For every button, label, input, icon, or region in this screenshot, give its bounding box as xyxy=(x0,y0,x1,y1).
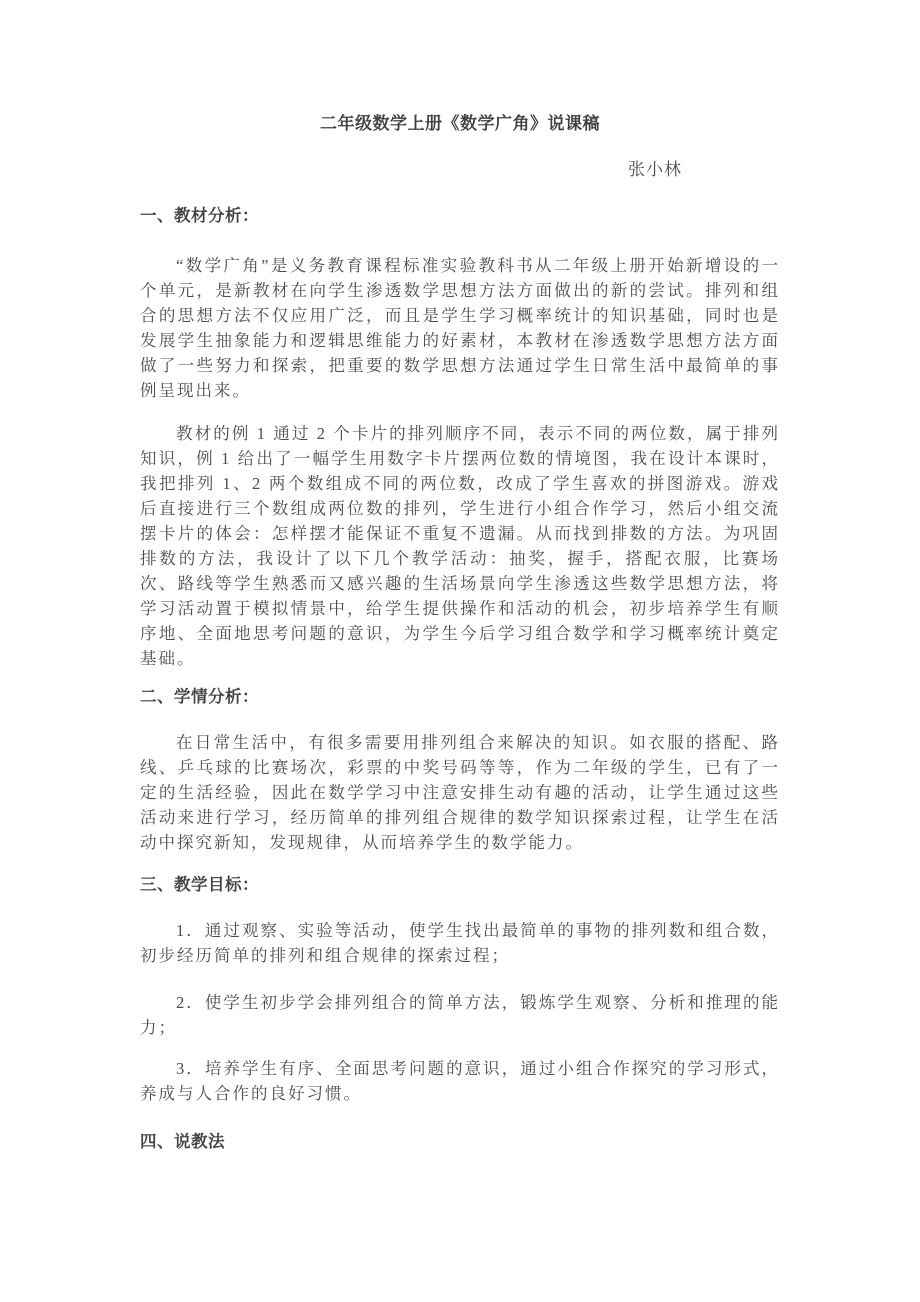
paragraph: 在日常生活中，有很多需要用排列组合来解决的知识。如衣服的搭配、路线、乒乓球的比赛场次，彩票的中奖号码等等，作为二年级的学生，已有了一定的生活经验，因此在数学学习中注意安排生动有趣的活动，让学生通过这些活动来进行学习，经历简单的排列组合规律的数学知识探索过程，让学生在活动中探究新知，发现规律，从而培养学生的数学能力。 xyxy=(140,733,780,852)
page-title: 二年级数学上册《数学广角》说课稿 xyxy=(320,114,600,133)
goal-item-3: 3．培养学生有序、全面思考问题的意识，通过小组合作探究的学习形式，养成与人合作的良好习惯。 xyxy=(140,1059,780,1103)
section-heading-teaching-goals: 三、教学目标： xyxy=(140,875,259,894)
paragraph: “数学广角”是义务教育课程标准实验教科书从二年级上册开始新增设的一个单元，是新教材在向学生渗透数学思想方法方面做出的新的尝试。排列和组合的思想方法不仅应用广泛，而且是学生学习概率统计的知识基础，同时也是发展学生抽象能力和逻辑思维能力的好素材，本教材在渗透数学思想方法方面做了一些努力和探索，把重要的数学思想方法通过学生日常生活中最简单的事例呈现出来。 xyxy=(140,256,780,400)
section-heading-material-analysis: 一、教材分析： xyxy=(140,206,259,225)
paragraph: 教材的例 1 通过 2 个卡片的排列顺序不同，表示不同的两位数，属于排列知识，例 1 给出了一幅学生用数字卡片摆两位数的情境图，我在设计本课时，我把排列 1、2 两个数组成不同的两位数，改成了学生喜欢的拼图游戏。游戏后直接进行三个数组成两位数的排列，学生进行小组合作学习，然后小组交流摆卡片的体会：怎样摆才能保证不重复不遗漏。从而找到排数的方法。为巩固排数的方法，我设计了以下几个教学活动：抽奖，握手，搭配衣服，比赛场次、路线等学生熟悉而又感兴趣的生活场景向学生渗透这些数学思想方法，将学习活动置于模拟情景中，给学生提供操作和活动的机会，初步培养学生有顺序地、全面地思考问题的意识，为学生今后学习组合数学和学习概率统计奠定基础。 xyxy=(140,424,780,668)
section-heading-learner-analysis: 二、学情分析： xyxy=(140,687,259,706)
goal-item-1: 1．通过观察、实验等活动，使学生找出最简单的事物的排列数和组合数，初步经历简单的排列和组合规律的探索过程； xyxy=(140,921,780,965)
author-name: 张小林 xyxy=(628,160,682,179)
goal-item-2: 2．使学生初步学会排列组合的简单方法，锻炼学生观察、分析和推理的能力； xyxy=(140,993,780,1037)
section-heading-teaching-methods: 四、说教法 xyxy=(140,1132,225,1151)
